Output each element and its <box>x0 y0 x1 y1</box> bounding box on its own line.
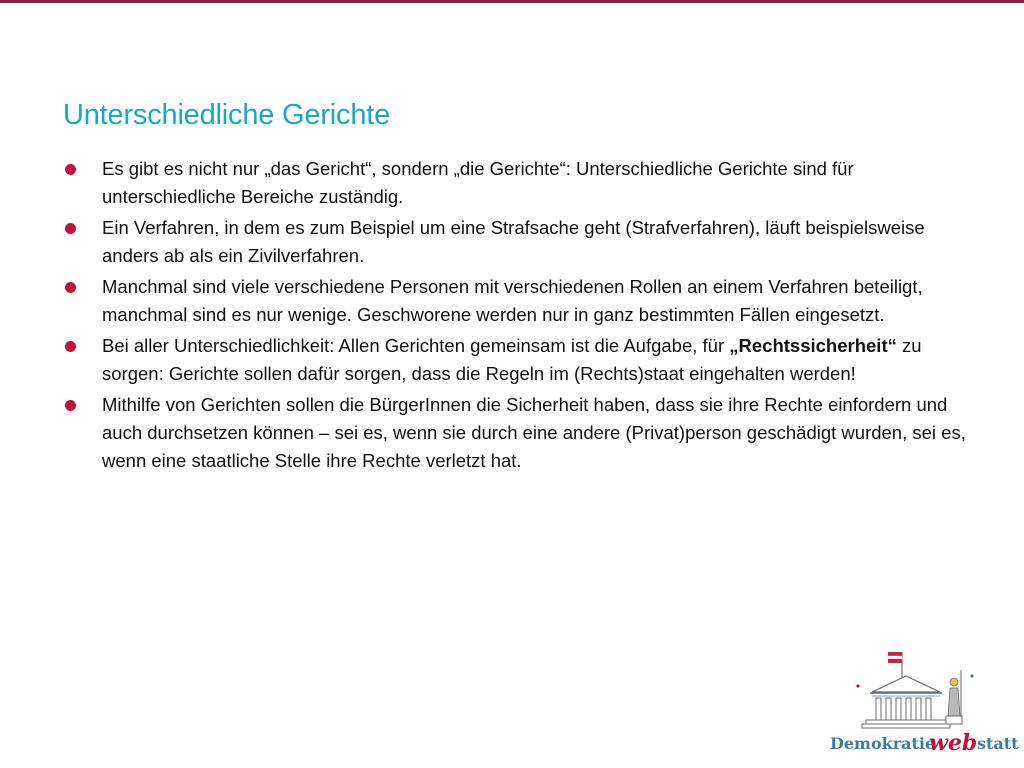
top-rule <box>0 0 1024 3</box>
bullet-text: Mithilfe von Gerichten sollen die BürgerInnen die Sicherheit haben, dass sie ihre Rechte einfordern und auch durchsetzen können – sei es, wenn sie durch eine andere (Privat)person geschädigt wurden, sei es, wenn eine staatliche Stelle ihre Rechte verletzt hat. <box>102 394 966 471</box>
bullet-text: Bei aller Unterschiedlichkeit: Allen Gerichten gemeinsam ist die Aufgabe, für „Rechtssicherheit“ zu sorgen: Gerichte sollen dafür sorgen, dass die Regeln im (Rechts)staat eingehalten werden! <box>102 335 922 384</box>
bullet-item <box>62 391 982 475</box>
bullet-item <box>62 214 982 270</box>
logo-wordmark <box>830 728 1019 756</box>
bullet-text: Es gibt es nicht nur „das Gericht“, sondern „die Gerichte“: Unterschiedliche Gerichte sind für unterschiedliche Bereiche zuständig. <box>102 158 854 207</box>
logo-text-web: web <box>929 730 978 756</box>
bullet-text: Manchmal sind viele verschiedene Personen mit verschiedenen Rollen an einem Verfahren beteiligt, manchmal sind es nur wenige. Geschworene werden nur in ganz bestimmten Fällen eingesetzt. <box>102 276 923 325</box>
bullet-icon <box>65 400 76 411</box>
bullet-icon <box>65 164 76 175</box>
bullet-icon <box>65 282 76 293</box>
demokratiewebstatt-logo <box>822 646 1018 762</box>
bullet-item <box>62 332 982 388</box>
bullet-item <box>62 273 982 329</box>
parliament-building-icon <box>822 646 1018 736</box>
slide-title: Unterschiedliche Gerichte <box>63 99 391 131</box>
bullet-icon <box>65 341 76 352</box>
logo-text-demokratie: Demokratie <box>830 734 936 753</box>
bullet-list <box>62 155 982 478</box>
bullet-item <box>62 155 982 211</box>
bullet-icon <box>65 223 76 234</box>
bullet-text: Ein Verfahren, in dem es zum Beispiel um eine Strafsache geht (Strafverfahren), läuft beispielsweise anders ab als ein Zivilverfahren. <box>102 217 925 266</box>
logo-text-statt: statt <box>977 734 1019 753</box>
